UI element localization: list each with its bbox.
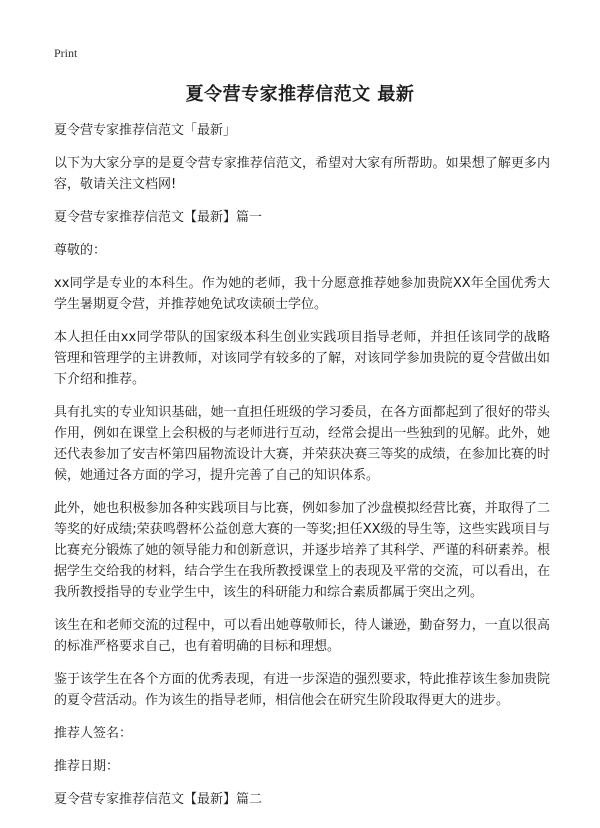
signature-line: 推荐人签名： [54,726,133,741]
date-line: 推荐日期： [54,759,120,774]
intro-paragraph: 以下为大家分享的是夏令营专家推荐信范文，希望对大家有所帮助。如果想了解更多内容，敬请关注文档网! [54,156,550,192]
body-paragraph: 鉴于该学生在各个方面的优秀表现，有进一步深造的强烈要求，特此推荐该生参加贵院的夏令营活动。作为该生的指导老师，相信他会在研究生阶段取得更大的进步。 [54,672,550,708]
body-paragraph: 此外，她也积极参加各种实践项目与比赛，例如参加了沙盘模拟经营比赛，并取得了二等奖的好成绩;荣获鸣磬杯公益创意大赛的一等奖;担任XX级的导生等，这些实践项目与比赛充分锻炼了她的领导能力和创新意识，并逐步培养了其科学、严谨的科研素养。根据学生交给我的材料，结合学生在我所教授课堂上的表现及平常的交流，可以看出，在我所教授指导的专业学生中，该生的科研能力和综合素质都属于突出之列。 [54,501,550,600]
section-heading-2: 夏令营专家推荐信范文【最新】篇二 [54,792,263,807]
doc-subtitle: 夏令营专家推荐信范文「最新」 [54,123,237,138]
body-paragraph: xx同学是专业的本科生。作为她的老师，我十分愿意推荐她参加贵院XX年全国优秀大学生暑期夏令营，并推荐她免试攻读硕士学位。 [54,276,550,312]
document-body [54,120,550,822]
section-heading-1: 夏令营专家推荐信范文【最新】篇一 [54,210,263,225]
salutation: 尊敬的： [54,243,107,258]
page-title: 夏令营专家推荐信范文 最新 [185,84,415,105]
body-paragraph: 本人担任由xx同学带队的国家级本科生创业实践项目指导老师，并担任该同学的战略管理和管理学的主讲教师，对该同学有较多的了解，对该同学参加贵院的夏令营做出如下介绍和推荐。 [54,330,550,387]
print-label[interactable]: Print [54,46,78,60]
body-paragraph: 具有扎实的专业知识基础，她一直担任班级的学习委员，在各方面都起到了很好的带头作用，例如在课堂上会积极的与老师进行互动，经常会提出一些独到的见解。此外，她还代表参加了安吉杯第四届物流设计大赛，并荣获决赛三等奖的成绩，在参加比赛的时候，她通过各方面的学习，提升完善了自己的知识体系。 [54,405,550,483]
body-paragraph: 该生在和老师交流的过程中，可以看出她尊敬师长，待人谦逊，勤奋努力，一直以很高的标准严格要求自己，也有着明确的目标和理想。 [54,618,550,654]
